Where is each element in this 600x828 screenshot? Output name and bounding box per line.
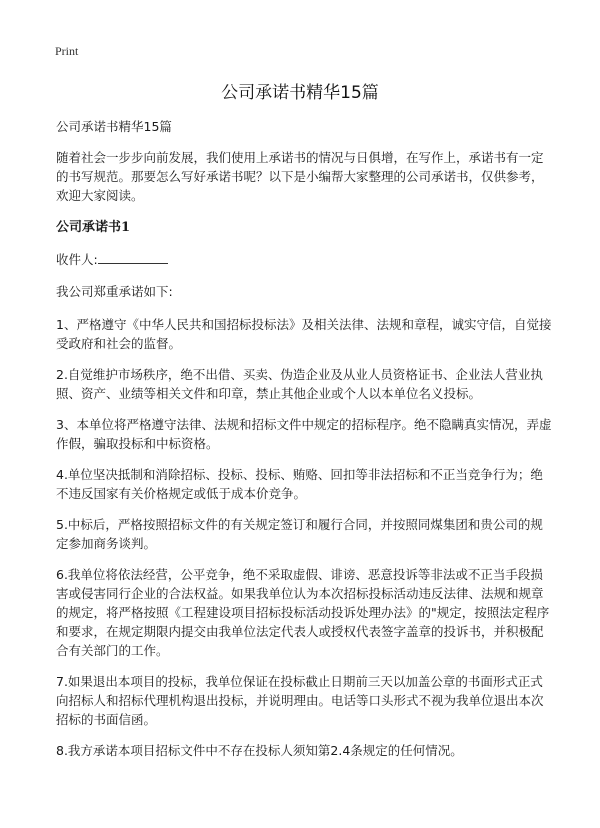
print-link[interactable]: Print <box>55 44 79 58</box>
clause-item: 8.我方承诺本项目招标文件中不存在投标人须知第2.4条规定的任何情况。 <box>56 743 463 758</box>
clause-item: 6.我单位将依法经营，公平竞争，绝不采取虚假、诽谤、恶意投诉等非法或不正当手段损害或侵害同行企业的合法权益。如果我单位认为本次招标投标活动违反法律、法规和规章的规定，将严格按照《工程建设项目招标投标活动投诉处理办法》的"规定，按照法定程序和要求，在规定期限内提交由我单位法定代表人或授权代表签字盖章的投诉书，并积极配合有关部门的工作。 <box>56 567 550 658</box>
document-body <box>56 118 552 772</box>
clause-item: 2.自觉维护市场秩序，绝不出借、买卖、伪造企业及从业人员资格证书、企业法人营业执照、资产、业绩等相关文件和印章，禁止其他企业或个人以本单位名义投标。 <box>56 367 543 401</box>
section-heading: 公司承诺书1 <box>56 220 131 235</box>
clause-item: 4.单位坚决抵制和消除招标、投标、投标、贿赂、回扣等非法招标和不正当竞争行为；绝不违反国家有关价格规定或低于成本价竞争。 <box>56 467 543 501</box>
recipient-blank <box>98 251 168 264</box>
clause-item: 7.如果退出本项目的投标，我单位保证在投标截止日期前三天以加盖公章的书面形式正式向招标人和招标代理机构退出投标，并说明理由。电话等口头形式不视为我单位退出本次招标的书面信函。 <box>56 674 544 727</box>
intro-paragraph: 随着社会一步步向前发展，我们使用上承诺书的情况与日俱增，在写作上，承诺书有一定的书写规范。那要怎么写好承诺书呢？以下是小编帮大家整理的公司承诺书，仅供参考，欢迎大家阅读。 <box>56 150 544 203</box>
recipient-line <box>56 251 552 269</box>
commitment-statement: 我公司郑重承诺如下: <box>56 284 173 299</box>
clause-item: 1、严格遵守《中华人民共和国招标投标法》及相关法律、法规和章程，诚实守信，自觉接受政府和社会的监督。 <box>56 317 552 351</box>
clause-item: 5.中标后，严格按照招标文件的有关规定签订和履行合同，并按照同煤集团和贵公司的规定参加商务谈判。 <box>56 517 543 551</box>
clause-item: 3、本单位将严格遵守法律、法规和招标文件中规定的招标程序。绝不隐瞒真实情况，弄虚作假，骗取投标和中标资格。 <box>56 417 552 451</box>
recipient-label: 收件人: <box>56 252 98 267</box>
page-title: 公司承诺书精华15篇 <box>221 83 379 103</box>
document-subtitle: 公司承诺书精华15篇 <box>56 119 172 134</box>
